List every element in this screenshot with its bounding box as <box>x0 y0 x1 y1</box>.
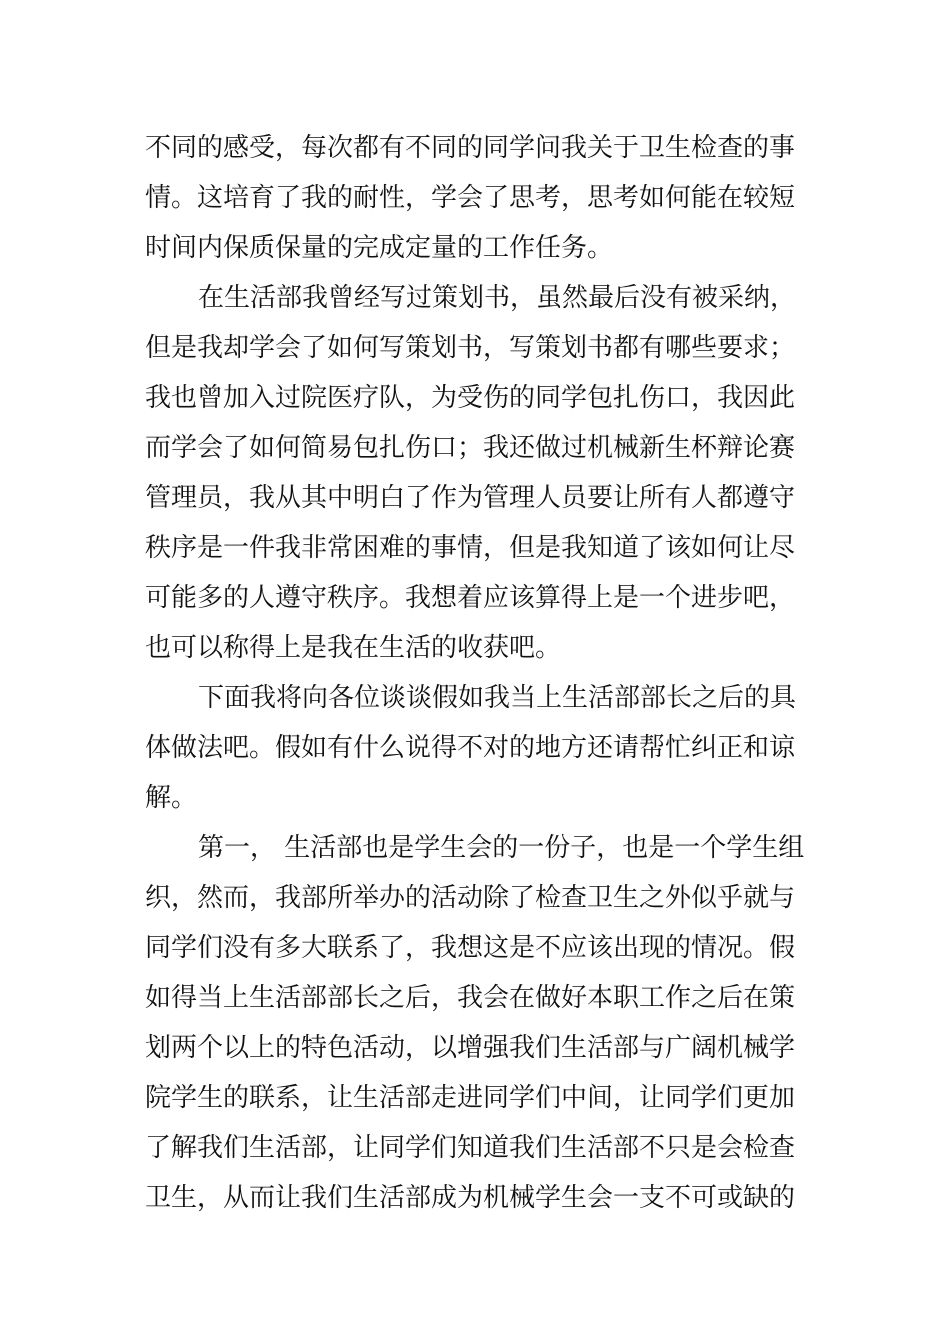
text-line: 秩序是一件我非常困难的事情，但是我知道了该如何让尽 <box>145 533 796 563</box>
paragraph-first-line: 在生活部我曾经写过策划书，虽然最后没有被采纳， <box>198 283 797 313</box>
text-line: 解。 <box>145 783 198 813</box>
text-line: 时间内保质保量的完成定量的工作任务。 <box>145 233 614 263</box>
text-line: 但是我却学会了如何写策划书，写策划书都有哪些要求； <box>145 333 796 363</box>
paragraph-first-line: 第一， 生活部也是学生会的一份子，也是一个学生组 <box>198 833 805 863</box>
text-line: 了解我们生活部，让同学们知道我们生活部不只是会检查 <box>145 1133 796 1163</box>
text-line: 体做法吧。假如有什么说得不对的地方还请帮忙纠正和谅 <box>145 733 796 763</box>
text-line: 也可以称得上是我在生活的收获吧。 <box>145 633 562 663</box>
text-line: 卫生，从而让我们生活部成为机械学生会一支不可或缺的 <box>145 1183 796 1213</box>
text-line: 如得当上生活部部长之后，我会在做好本职工作之后在策 <box>145 983 796 1013</box>
text-line: 划两个以上的特色活动，以增强我们生活部与广阔机械学 <box>145 1033 796 1063</box>
text-line: 织，然而，我部所举办的活动除了检查卫生之外似乎就与 <box>145 883 796 913</box>
text-line: 院学生的联系，让生活部走进同学们中间，让同学们更加 <box>145 1083 796 1113</box>
text-line: 可能多的人遵守秩序。我想着应该算得上是一个进步吧， <box>145 583 796 613</box>
text-line: 不同的感受，每次都有不同的同学问我关于卫生检查的事 <box>145 133 796 163</box>
text-line: 而学会了如何简易包扎伤口；我还做过机械新生杯辩论赛 <box>145 433 796 463</box>
text-line: 同学们没有多大联系了，我想这是不应该出现的情况。假 <box>145 933 796 963</box>
text-line: 管理员，我从其中明白了作为管理人员要让所有人都遵守 <box>145 483 796 513</box>
text-line: 情。这培育了我的耐性，学会了思考，思考如何能在较短 <box>145 183 796 213</box>
text-line: 我也曾加入过院医疗队，为受伤的同学包扎伤口，我因此 <box>145 383 796 413</box>
paragraph-first-line: 下面我将向各位谈谈假如我当上生活部部长之后的具 <box>198 683 797 713</box>
